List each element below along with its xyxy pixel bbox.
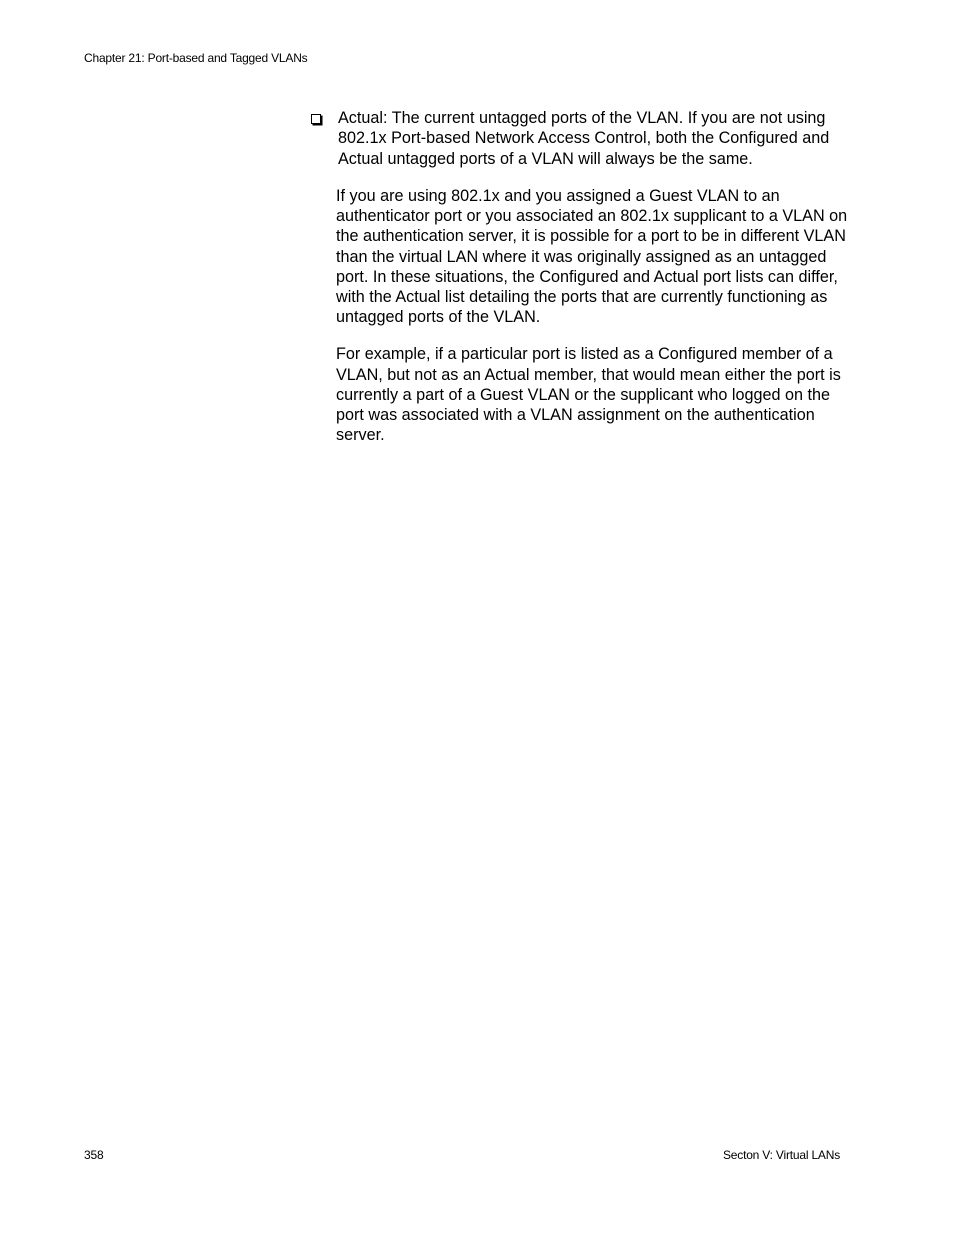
paragraph-guest-vlan: If you are using 802.1x and you assigned a Guest VLAN to an authenticator port or you associated an 802.1x supplicant to a VLAN on the authentication server, it is possible for a port to be in different VLAN than the virtual LAN where it was originally assigned as an untagged port. In these situations, the Configured and Actual port lists can differ, with the Actual list detailing the ports that are currently functioning as untagged ports of the VLAN. — [336, 186, 848, 327]
page-number: 358 — [84, 1148, 104, 1162]
bullet-text: Actual: The current untagged ports of the VLAN. If you are not using 802.1x Port-based Network Access Control, both the Configured and Actual untagged ports of a VLAN will always be the same. — [338, 109, 830, 168]
square-bullet-icon — [311, 114, 321, 124]
bullet-item-actual — [311, 108, 851, 169]
running-header: Chapter 21: Port-based and Tagged VLANs — [84, 51, 308, 65]
paragraph-example: For example, if a particular port is listed as a Configured member of a VLAN, but not as an Actual member, that would mean either the port is currently a part of a Guest VLAN or the supplicant who logged on the port was associated with a VLAN assignment on the authentication server. — [336, 345, 841, 445]
content-block — [311, 108, 851, 445]
section-title: Secton V: Virtual LANs — [723, 1148, 840, 1162]
